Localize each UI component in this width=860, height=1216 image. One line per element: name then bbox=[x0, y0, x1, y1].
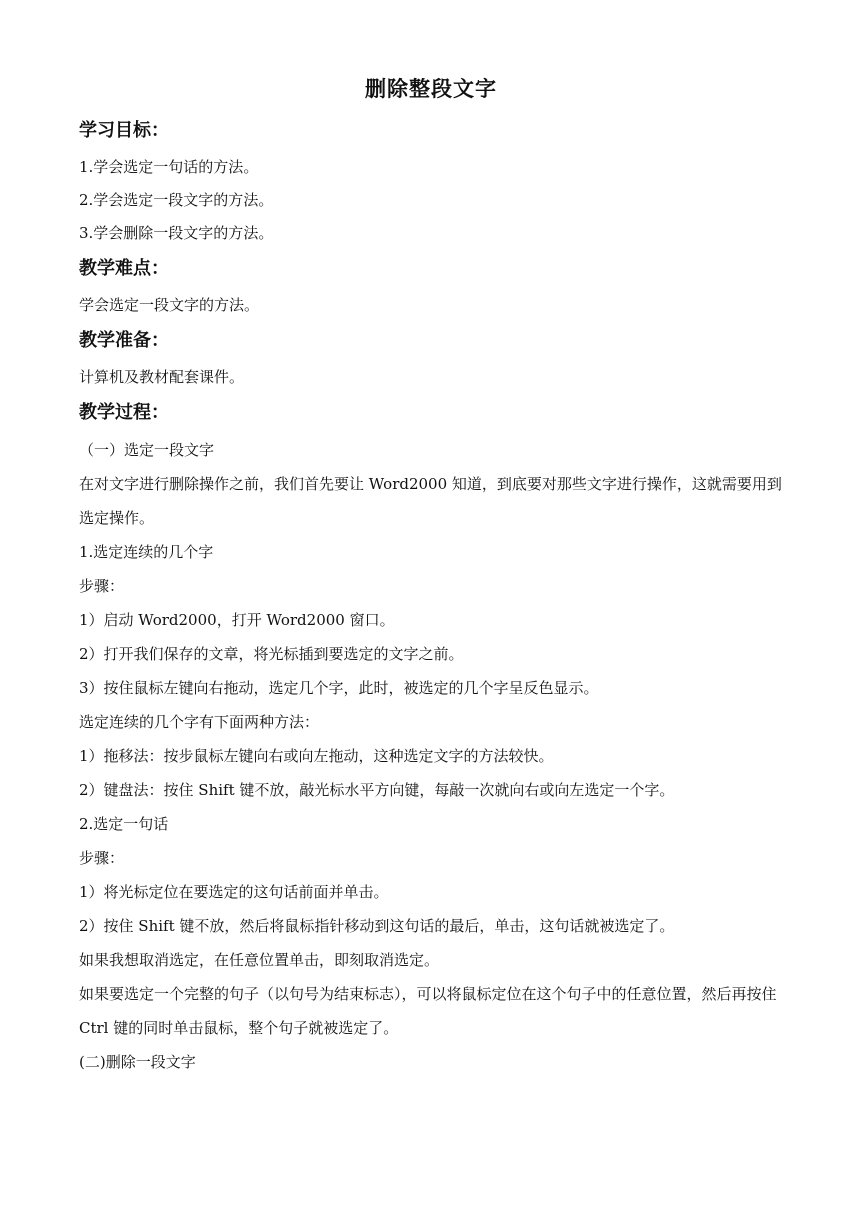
process-paragraph: 如果要选定一个完整的句子（以句号为结束标志），可以将鼠标定位在这个句子中的任意位置，然后再按住 Ctrl 键的同时单击鼠标，整个句子就被选定了。 bbox=[79, 985, 777, 1037]
step-item: 3）按住鼠标左键向右拖动，选定几个字，此时，被选定的几个字呈反色显示。 bbox=[79, 679, 599, 697]
step-item: 2）按住 Shift 键不放，然后将鼠标指针移动到这句话的最后，单击，这句话就被选定了。 bbox=[79, 917, 675, 935]
document-title: 删除整段文字 bbox=[365, 77, 497, 101]
subsection-heading: (二)删除一段文字 bbox=[79, 1053, 196, 1071]
process-paragraph: 在对文字进行删除操作之前，我们首先要让 Word2000 知道，到底要对那些文字进行操作，这就需要用到选定操作。 bbox=[79, 475, 782, 527]
step-item: 2）打开我们保存的文章，将光标插到要选定的文字之前。 bbox=[79, 645, 464, 663]
document-page bbox=[79, 74, 783, 1079]
method-item: 2）键盘法：按住 Shift 键不放，敲光标水平方向键，每敲一次就向右或向左选定一个字。 bbox=[79, 781, 675, 799]
subsection-heading: （一）选定一段文字 bbox=[79, 441, 215, 459]
process-paragraph: 如果我想取消选定，在任意位置单击，即刻取消选定。 bbox=[79, 951, 440, 969]
process-subheading: 1.选定连续的几个字 bbox=[79, 543, 214, 561]
section-heading-preparation: 教学准备： bbox=[79, 330, 169, 351]
steps-label: 步骤： bbox=[79, 577, 125, 595]
section-heading-goals: 学习目标： bbox=[79, 120, 169, 141]
step-item: 1）启动 Word2000，打开 Word2000 窗口。 bbox=[79, 611, 395, 629]
goal-item: 3.学会删除一段文字的方法。 bbox=[79, 224, 274, 242]
process-paragraph: 选定连续的几个字有下面两种方法： bbox=[79, 713, 320, 731]
difficulty-text: 学会选定一段文字的方法。 bbox=[79, 296, 260, 314]
process-subheading: 2.选定一句话 bbox=[79, 815, 169, 833]
section-heading-process: 教学过程： bbox=[79, 402, 169, 423]
step-item: 1）将光标定位在要选定的这句话前面并单击。 bbox=[79, 883, 389, 901]
steps-label: 步骤： bbox=[79, 849, 125, 867]
preparation-text: 计算机及教材配套课件。 bbox=[79, 368, 245, 386]
goal-item: 1.学会选定一句话的方法。 bbox=[79, 158, 259, 176]
method-item: 1）拖移法：按步鼠标左键向右或向左拖动，这种选定文字的方法较快。 bbox=[79, 747, 554, 765]
goal-item: 2.学会选定一段文字的方法。 bbox=[79, 191, 274, 209]
section-heading-difficulty: 教学难点： bbox=[79, 258, 169, 279]
